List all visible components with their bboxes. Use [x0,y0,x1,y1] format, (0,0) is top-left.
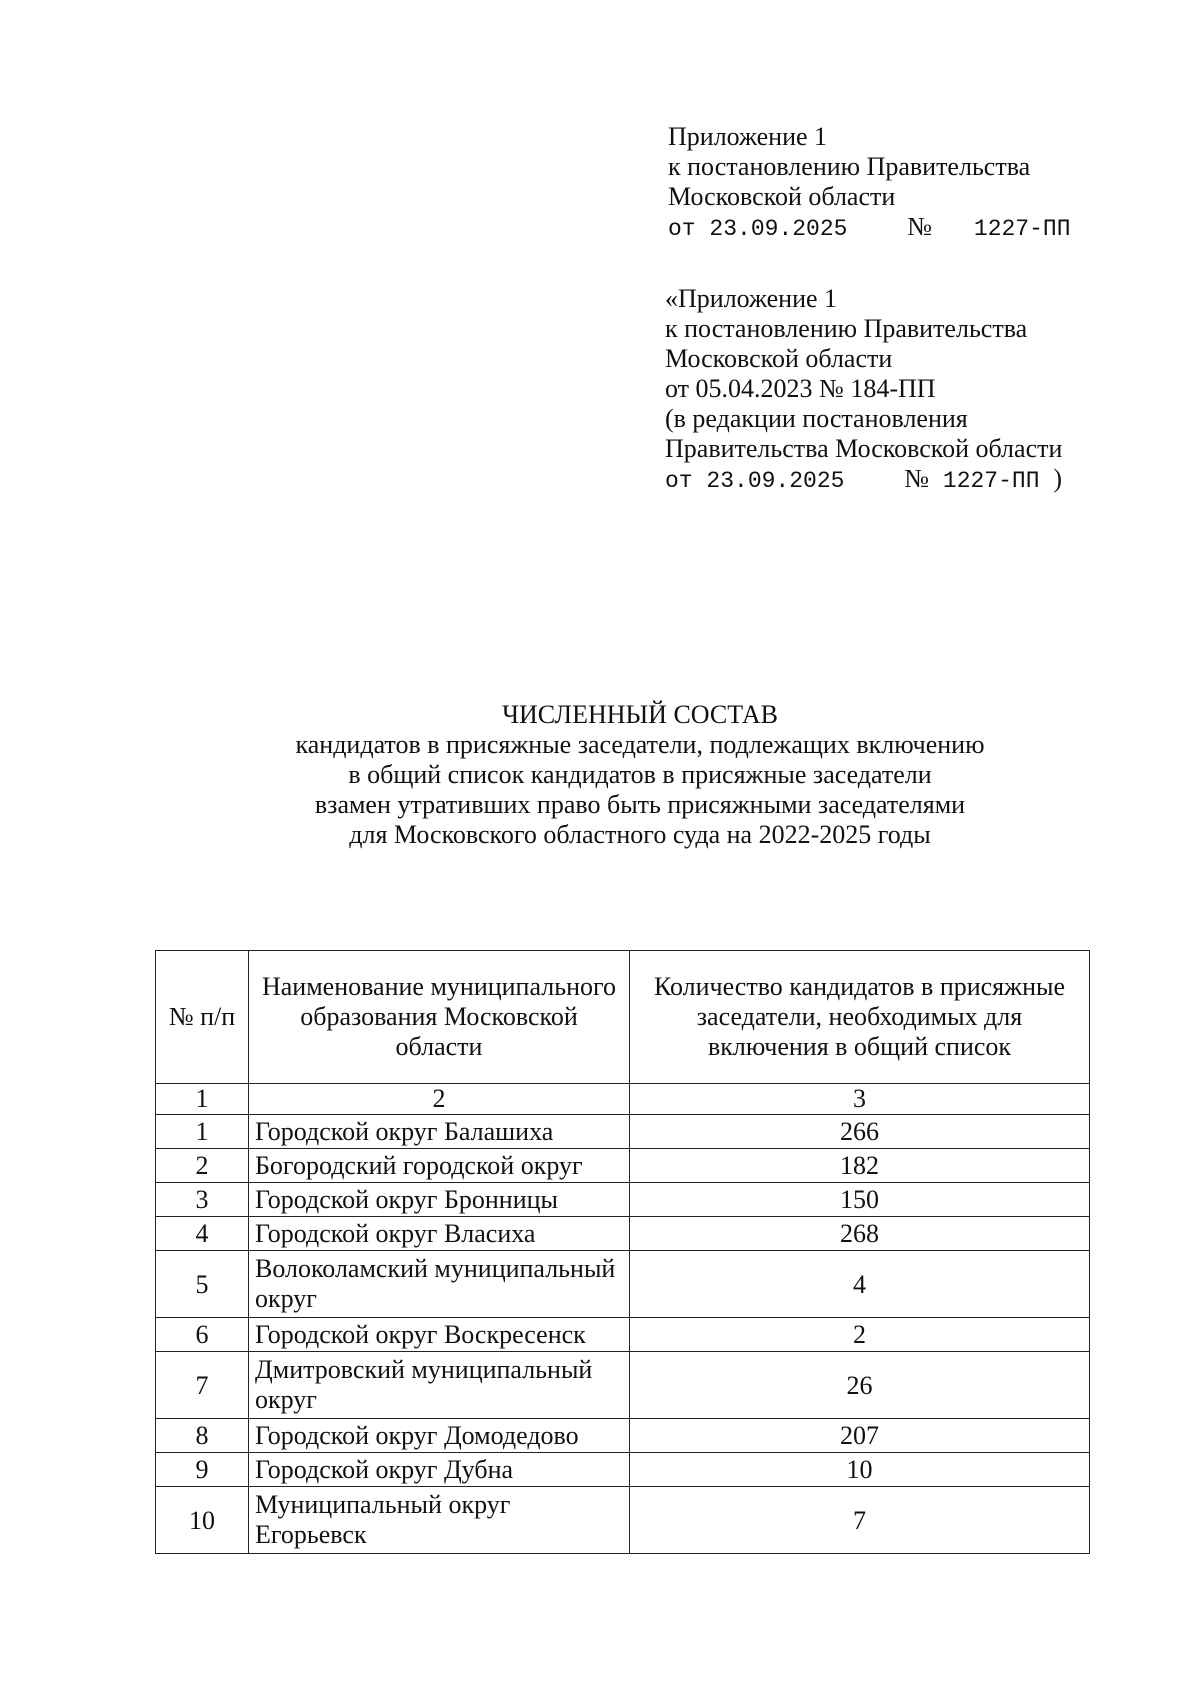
row-number: 6 [156,1318,249,1352]
row-number: 9 [156,1453,249,1487]
table-header-row [156,951,1090,1084]
candidates-table [155,950,1090,1554]
appendix-line-1: Приложение 1 [668,122,828,151]
appendix-quoted-header [665,284,1062,496]
title-line-4: для Московского областного суда на 2022-2025 годы [349,820,931,849]
column-number-3: 3 [630,1084,1090,1115]
appendix2-line-4: от 05.04.2023 № 184-ПП [665,374,936,403]
title-line-3: взамен утративших право быть присяжными заседателями [314,790,966,819]
row-count: 26 [630,1352,1090,1419]
row-municipality: Богородский городской округ [249,1149,630,1183]
appendix2-no: № [904,464,930,493]
row-municipality: Волоколамский муниципальный округ [249,1251,630,1318]
table-row [156,1251,1090,1318]
row-number: 7 [156,1352,249,1419]
table-row [156,1419,1090,1453]
appendix2-date-line [665,464,1062,496]
row-municipality: Дмитровский муниципальный округ [249,1352,630,1419]
row-number: 8 [156,1419,249,1453]
appendix-line-2: к постановлению Правительства [668,152,1031,181]
appendix-date: 23.09.2025 [709,216,848,242]
appendix-date-line [668,212,1071,244]
row-number: 2 [156,1149,249,1183]
table-row [156,1115,1090,1149]
table-row [156,1149,1090,1183]
appendix2-line-6: Правительства Московской области [665,434,1063,463]
table-row [156,1318,1090,1352]
document-title [230,700,1050,850]
row-municipality: Городской округ Власиха [249,1217,630,1251]
title-line-2: в общий список кандидатов в присяжные заседатели [348,760,932,789]
row-municipality: Городской округ Домодедово [249,1419,630,1453]
row-count: 266 [630,1115,1090,1149]
row-number: 1 [156,1115,249,1149]
appendix-number: 1227-ПП [973,216,1071,242]
row-count: 207 [630,1419,1090,1453]
row-count: 268 [630,1217,1090,1251]
header-count: Количество кандидатов в присяжные заседатели, необходимых для включения в общий список [630,951,1090,1084]
appendix2-close: ) [1053,464,1062,493]
appendix-no: № [907,212,933,241]
row-number: 3 [156,1183,249,1217]
title-line-1: кандидатов в присяжные заседатели, подлежащих включению [295,730,985,759]
table-column-numbers-row [156,1084,1090,1115]
row-count: 4 [630,1251,1090,1318]
row-count: 7 [630,1487,1090,1554]
row-municipality: Городской округ Бронницы [249,1183,630,1217]
table-row [156,1487,1090,1554]
appendix-header [668,122,1071,244]
header-municipality: Наименование муниципального образования Московской области [249,951,630,1084]
row-municipality: Городской округ Дубна [249,1453,630,1487]
row-count: 150 [630,1183,1090,1217]
row-number: 5 [156,1251,249,1318]
table-row [156,1183,1090,1217]
row-municipality: Городской округ Балашиха [249,1115,630,1149]
appendix-line-3: Московской области [668,182,896,211]
row-count: 2 [630,1318,1090,1352]
appendix2-line-3: Московской области [665,344,893,373]
table-row [156,1217,1090,1251]
row-number: 10 [156,1487,249,1554]
row-municipality: Муниципальный округ Егорьевск [249,1487,630,1554]
appendix2-date: 23.09.2025 [706,468,845,494]
appendix2-number: 1227-ПП [942,468,1040,494]
table-row [156,1352,1090,1419]
column-number-1: 1 [156,1084,249,1115]
appendix2-line-1: «Приложение 1 [665,284,838,313]
row-number: 4 [156,1217,249,1251]
title-heading: ЧИСЛЕННЫЙ СОСТАВ [502,700,778,729]
appendix2-line-5: (в редакции постановления [665,404,968,433]
appendix-from: от [668,216,696,242]
row-count: 182 [630,1149,1090,1183]
table-row [156,1453,1090,1487]
header-number: № п/п [156,951,249,1084]
column-number-2: 2 [249,1084,630,1115]
row-municipality: Городской округ Воскресенск [249,1318,630,1352]
appendix2-line-2: к постановлению Правительства [665,314,1028,343]
row-count: 10 [630,1453,1090,1487]
appendix2-from: от [665,468,693,494]
